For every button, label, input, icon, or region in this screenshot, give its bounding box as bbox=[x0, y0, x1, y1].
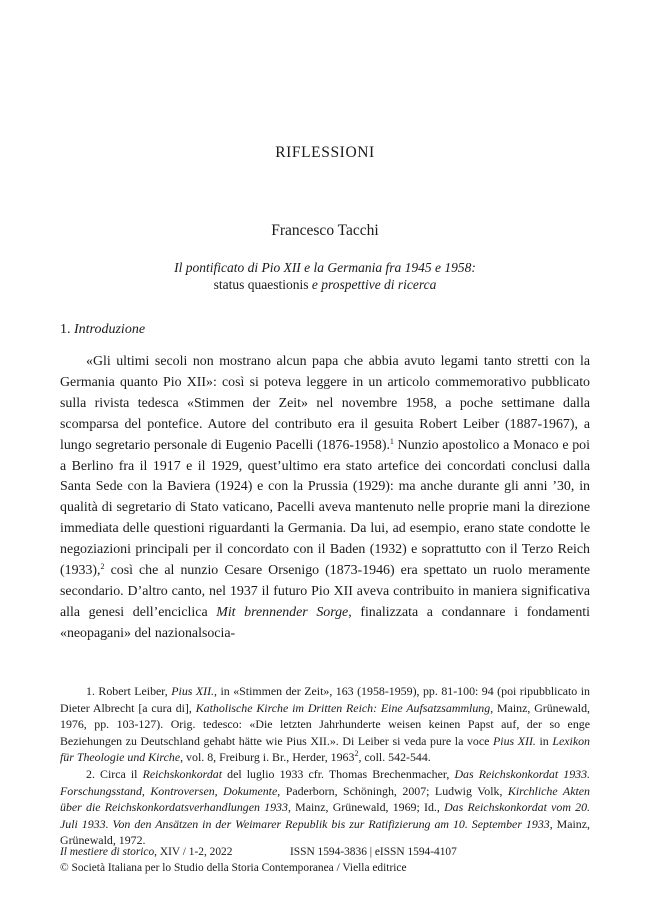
section-heading: RIFLESSIONI bbox=[275, 144, 375, 161]
article-title bbox=[0, 259, 650, 293]
footnote-ref-1: 1 bbox=[389, 436, 394, 446]
page-footer bbox=[60, 844, 590, 876]
body-paragraph: «Gli ultimi secoli non mostrano alcun papa che abbia avuto legami tanto stretti con la Germania quanto Pio XII»: così si poteva leggere in un articolo commemorativo pubblicato sulla rivista tedesca «Stimmen der Zeit» nel novembre 1958, a poche settimane dalla scomparsa del pontefice. Autore del contributo era il gesuita Robert Leiber (1887-1967), a lungo segretario personale di Eugenio Pacelli (1876-1958).$^1$ Nunzio apostolico a Monaco e poi a Berlino fra il 1917 e il 1929, quest’ultimo era stato artefice dei concordati conclusi dalla Santa Sede con la Baviera (1924) e con la Prussia (1929): ma anche durante gli anni ’30, in qualità di segretario di Stato vaticano, Pacelli aveva mantenuto nelle proprie mani la direzione immediata delle questioni riguardanti la Germania. Da lui, ad esempio, erano state condotte le negoziazioni principali per il concordato con il Baden (1932) e soprattutto con il Terzo Reich (1933),$^2$ così che al nunzio Cesare Orsenigo (1873-1946) era spettato un ruolo meramente secondario. D’altro canto, nel 1937 il futuro Pio XII aveva contribuito in maniera significativa alla genesi dell’enciclica Mit brennender Sorge, finalizzata a condannare i fondamenti «neopagani» del nazionalsocia- bbox=[60, 354, 590, 641]
section-number: 1. bbox=[60, 322, 74, 337]
article-author: Francesco Tacchi bbox=[271, 222, 379, 239]
footnotes bbox=[60, 683, 590, 849]
copyright: © Società Italiana per lo Studio della Storia Contemporanea / Viella editrice bbox=[60, 862, 407, 874]
article-subtitle: status quaestionis e prospettive di ricerca bbox=[213, 277, 437, 292]
footnote-ref-2: 2 bbox=[100, 562, 105, 572]
issn: ISSN 1594-3836 | eISSN 1594-4107 bbox=[290, 846, 457, 858]
section-label: Introduzione bbox=[74, 322, 146, 337]
footnote-2: 2. Circa il Reichskonkordat del luglio 1933 cfr. Thomas Brechenmacher, Das Reichskonkordat 1933. Forschungsstand, Kontroversen, Dokumente, Paderborn, Schöningh, 2007; Ludwig Volk, Kirchliche Akten über die Reichskonkordatsverhandlungen 1933, Mainz, Grünewald, 1969; Id., Das Reichskonkordat vom 20. Juli 1933. Von den Ansätzen in der Weimarer Republik bis zur Ratifizierung am 10. September 1933, Mainz, Grünewald, 1972. bbox=[60, 766, 591, 848]
footnote-1: 1. Robert Leiber, Pius XII., in «Stimmen der Zeit», 163 (1958-1959), pp. 81-100: 94 (poi ripubblicato in Dieter Albrecht [a cura di], Katholische Kirche im Dritten Reich: Eine Aufsatzsammlung, Mainz, Grünewald, 1976, pp. 103-127). Orig. tedesco: «Die letzten Jahrhunderte weisen keinen Papst auf, der so enge Beziehungen zu Deutschland gehabt hätte wie Pius XII.». Di Leiber si veda pure la voce Pius XII. in Lexikon für Theologie und Kirche, vol. 8, Freiburg i. Br., Herder, 1963$^2$, coll. 542-544. bbox=[60, 684, 590, 765]
article-title-main: Il pontificato di Pio XII e la Germania fra 1945 e 1958: bbox=[174, 260, 476, 275]
section-heading-introduction bbox=[60, 322, 145, 338]
journal-citation: Il mestiere di storico, XIV / 1-2, 2022 bbox=[60, 846, 233, 858]
